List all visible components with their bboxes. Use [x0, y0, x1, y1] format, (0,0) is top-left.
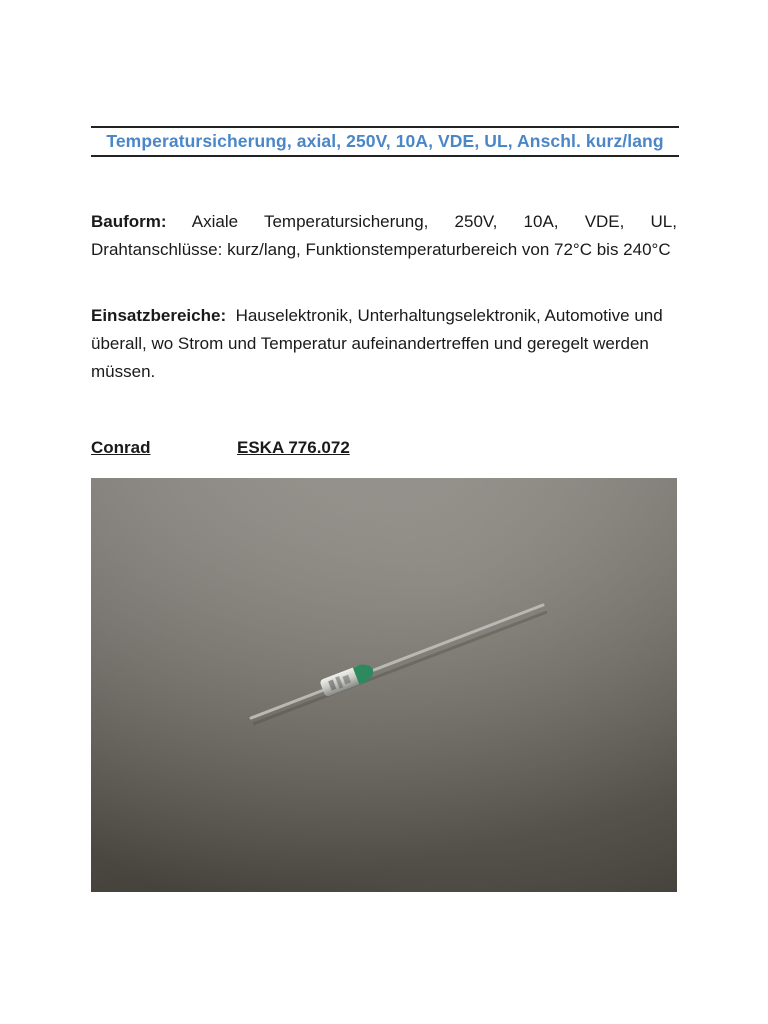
- product-photo-image: [91, 478, 677, 892]
- eska-reference: ESKA 776.072: [237, 438, 350, 457]
- photo-vignette: [91, 478, 677, 892]
- conrad-reference: Conrad: [91, 438, 151, 457]
- product-photo: [91, 478, 677, 892]
- einsatz-paragraph: [91, 302, 677, 386]
- bauform-paragraph: [91, 208, 677, 264]
- title-box: [91, 126, 679, 157]
- einsatz-text: Hauselektronik, Unterhaltungselektronik, Automotive und überall, wo Strom und Temperatur aufeinandertreffen und geregelt werden müssen.: [91, 306, 663, 381]
- bauform-text: Axiale Temperatursicherung, 250V, 10A, VDE, UL, Drahtanschlüsse: kurz/lang, Funktionstemperaturbereich von 72°C bis 240°C: [91, 212, 677, 259]
- einsatz-label: Einsatzbereiche:: [91, 306, 227, 325]
- bauform-label: Bauform:: [91, 212, 167, 231]
- reference-row: [91, 438, 677, 466]
- page-title: Temperatursicherung, axial, 250V, 10A, VDE, UL, Anschl. kurz/lang: [106, 131, 664, 151]
